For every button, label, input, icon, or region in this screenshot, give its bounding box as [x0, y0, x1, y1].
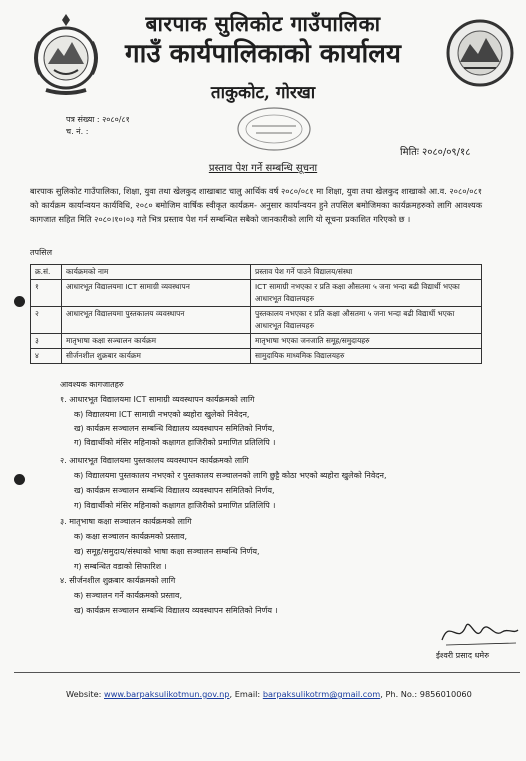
notice-subject: प्रस्ताव पेश गर्ने सम्बन्धि सूचना	[208, 163, 318, 174]
dispatch-number: च. नं. :	[66, 127, 89, 136]
office-stamp-icon	[234, 104, 314, 154]
table-cell: ३	[31, 334, 62, 349]
table-cell: सीर्जनशील शुक्रबार कार्यक्रम	[62, 349, 251, 364]
table-cell: ICT सामाग्री नभएका र प्रति कक्षा औसतमा ५ जना भन्दा बढी विद्यार्थी भएका आधारभूत विद्यालयहरु	[251, 280, 482, 307]
requirements-heading: आवश्यक कागजातहरु	[60, 380, 124, 389]
requirement-item: क) विद्यालयमा ICT सामाग्री नभएको ब्यहोरा खुलेको निवेदन,	[74, 410, 250, 419]
requirement-item: ख) कार्यक्रम सञ्चालन सम्बन्धि विद्यालय व्यवस्थापन समितिको निर्णय ।	[74, 606, 278, 615]
footer-contact	[66, 689, 472, 699]
office-location: ताकुकोट, गोरखा	[210, 83, 316, 103]
table-cell: सामुदायिक माध्यमिक विद्यालयहरु	[251, 349, 482, 364]
signatory-name: ईश्वरी प्रसाद धमेरु	[436, 651, 489, 660]
requirement-group-title: ४. सीर्जनशील शुक्रबार कार्यक्रमको लागि	[60, 576, 176, 585]
email-label: , Email:	[229, 689, 263, 699]
table-row	[31, 334, 482, 349]
website-label: Website:	[66, 689, 104, 699]
table-cell: २	[31, 307, 62, 334]
table-row	[31, 280, 482, 307]
requirement-item: ख) कार्यक्रम सञ्चालन सम्बन्धि विद्यालय व्यवस्थापन समितिको निर्णय,	[74, 424, 275, 433]
notice-body: बारपाक सुलिकोट गाउँपालिका, शिक्षा, युवा तथा खेलकुद शाखाबाट चालु आर्थिक वर्ष २०८०/०८१ मा शिक्षा, युवा तथा खेलकुद शाखाको आ.व. २०८०/०८१ को कार्यक्रम कार्यान्वयन कार्यविधि, २०८० बमोजिम वार्षिक स्वीकृत कार्यक्रम- अनुसार कार्यान्वयन हुने तपसिल बमोजिमका कार्यक्रमहरुको लागि आवश्यक कागजात सहित मिति २०८०।१०।०३ गते भित्र प्रस्ताव पेश गर्न सम्बन्धित सबैको जानकारीको लागि यो सूचना प्रकाशित गरिएको छ ।	[30, 186, 482, 224]
col-header-eligible: प्रस्ताव पेश गर्ने पाउने विद्यालय/संस्था	[251, 265, 482, 280]
requirement-item: क) सञ्चालन गर्ने कार्यक्रमको प्रस्ताव,	[74, 591, 182, 600]
requirement-group-title: २. आधारभूत विद्यालयमा पुस्तकालय व्यवस्थापन कार्यक्रमको लागि	[60, 456, 249, 465]
requirement-item: ख) समूह/समुदाय/संस्थाको भाषा कक्षा सञ्चालन सम्बन्धि निर्णय,	[74, 547, 260, 556]
signature-icon	[436, 612, 522, 652]
requirement-item: ग) सम्बन्धित वडाको सिफारिश ।	[74, 562, 167, 571]
email-link[interactable]: barpaksulikotrm@gmail.com	[262, 689, 381, 699]
table-row	[31, 307, 482, 334]
notice-date: मितिः २०८०/०९/१८	[400, 147, 471, 158]
requirement-item: क) कक्षा सञ्चालन कार्यक्रमको प्रस्ताव,	[74, 532, 187, 541]
schedule-label: तपसिल	[30, 248, 53, 257]
table-cell: आधारभूत विद्यालयमा ICT सामाग्री व्यवस्थापन	[62, 280, 251, 307]
table-cell: आधारभूत विद्यालयमा पुस्तकालय व्यवस्थापन	[62, 307, 251, 334]
phone-number: , Ph. No.: 9856010060	[380, 689, 472, 699]
table-cell: ४	[31, 349, 62, 364]
punch-hole	[14, 474, 25, 485]
program-table	[30, 264, 482, 364]
table-header-row	[31, 265, 482, 280]
requirement-group-title: ३. मातृभाषा कक्षा सञ्चालन कार्यक्रमको लागि	[60, 517, 192, 526]
table-cell: १	[31, 280, 62, 307]
footer-divider	[14, 672, 520, 673]
requirement-item: क) विद्यालयमा पुस्तकालय नभएको र पुस्तकालय सञ्चालनको लागि छुट्टै कोठा भएको ब्यहोरा खुलेको निवेदन,	[74, 471, 387, 480]
table-cell: मातृभाषा भएका जनजाति समूह/समुदायहरु	[251, 334, 482, 349]
table-row	[31, 349, 482, 364]
punch-hole	[14, 296, 25, 307]
rural-municipality-name: बारपाक सुलिकोट गाउँपालिका	[145, 11, 381, 36]
col-header-program: कार्यक्रमको नाम	[62, 265, 251, 280]
requirement-item: ग) विद्यार्थीको मंसिर महिनाको कक्षागत हाजिरीको प्रमाणित प्रतिलिपि ।	[74, 438, 276, 447]
requirement-item: ख) कार्यक्रम सञ्चालन सम्बन्धि विद्यालय व्यवस्थापन समितिको निर्णय,	[74, 486, 275, 495]
requirement-group-title: १. आधारभूत विद्यालयमा ICT सामाग्री व्यवस्थापन कार्यक्रमको लागि	[60, 395, 255, 404]
letter-number: पत्र संख्या : २०८०/८१	[66, 115, 130, 124]
website-link[interactable]: www.barpaksulikotmun.gov.np	[104, 689, 230, 699]
table-cell: पुस्तकालय नभएका र प्रति कक्षा औसतमा ५ जना भन्दा बढी विद्यार्थी भएका आधारभूत विद्यालयहरु	[251, 307, 482, 334]
table-cell: मातृभाषा कक्षा सञ्चालन कार्यक्रम	[62, 334, 251, 349]
col-header-sn: क्र.सं.	[31, 265, 62, 280]
requirement-item: ग) विद्यार्थीको मंसिर महिनाको कक्षागत हाजिरीको प्रमाणित प्रतिलिपि ।	[74, 501, 276, 510]
office-name: गाउँ कार्यपालिकाको कार्यालय	[125, 39, 401, 69]
